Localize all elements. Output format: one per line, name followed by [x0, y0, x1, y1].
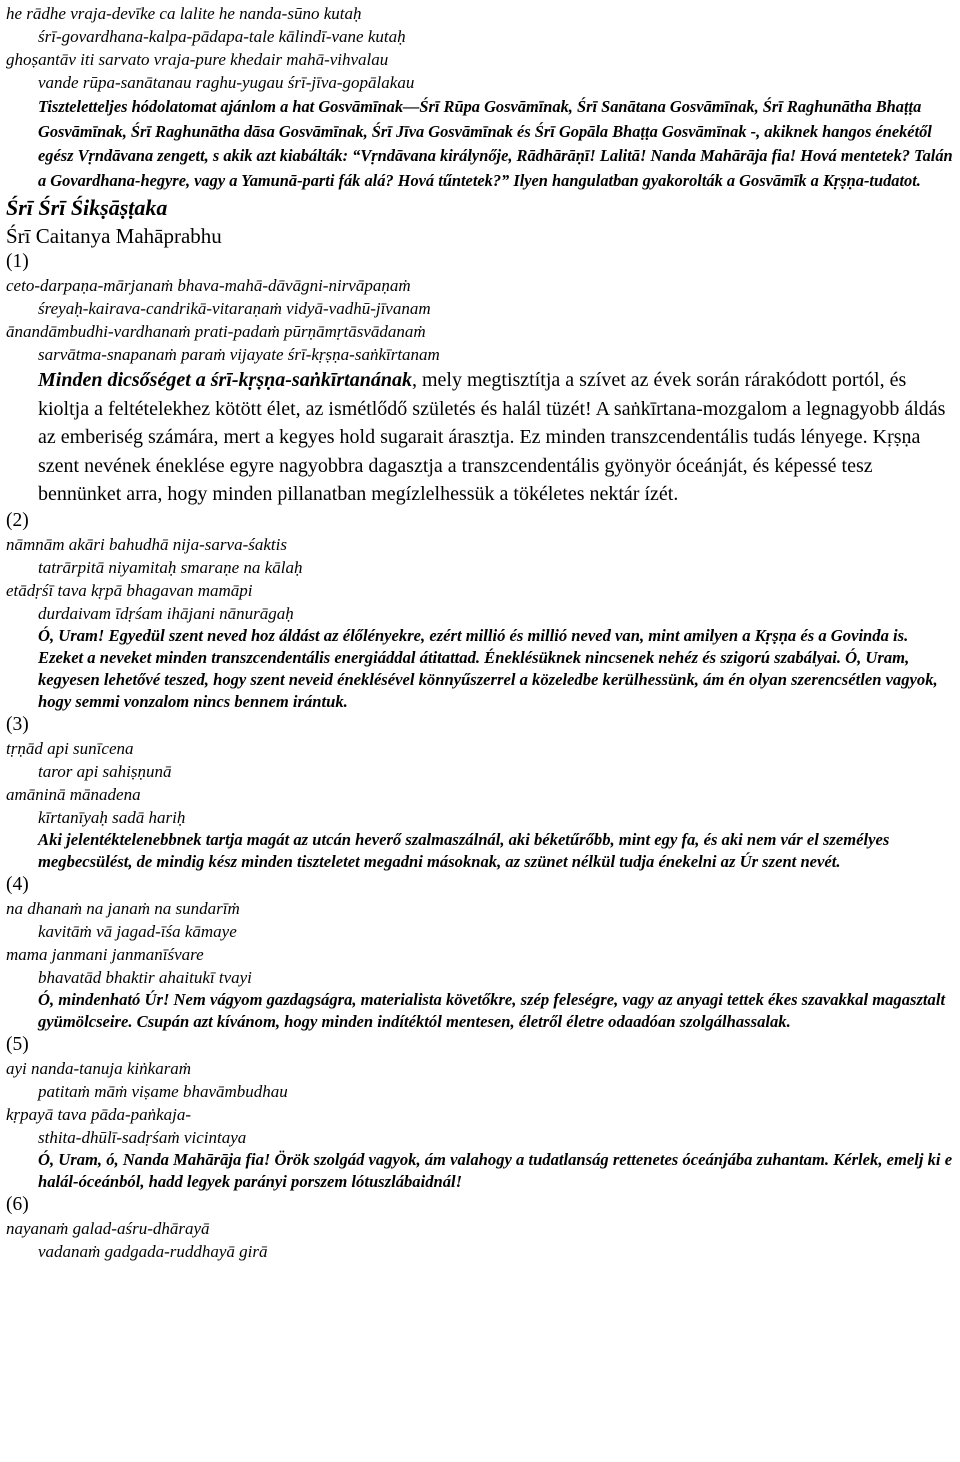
- verse-line: vande rūpa-sanātanau raghu-yugau śrī-jīva-gopālakau: [38, 73, 415, 92]
- section-number: (5): [6, 1033, 29, 1055]
- verse-line: nāmnām akāri bahudhā nija-sarva-śaktis: [6, 534, 287, 554]
- verse-line: sthita-dhūlī-sadṛśaṁ vicintaya: [38, 1127, 247, 1147]
- verse-line: kavitāṁ vā jagad-īśa kāmaye: [38, 921, 237, 941]
- section-6: [6, 1193, 954, 1263]
- translation: [6, 366, 954, 509]
- verse-line: kīrtanīyaḥ sadā hariḥ: [38, 807, 186, 827]
- verse-line: ceto-darpaṇa-mārjanaṁ bhava-mahā-dāvāgni-nirvāpaṇaṁ: [6, 276, 411, 295]
- section-number: (3): [6, 713, 29, 735]
- verse-line: nayanaṁ galad-aśru-dhārayā: [6, 1218, 210, 1238]
- intro-translation: Tiszteletteljes hódolatomat ajánlom a hat Gosvāmīnak—Śrī Rūpa Gosvāmīnak, Śrī Sanātana Gosvāmīnak, Śrī Raghunātha Bhaṭṭa Gosvāmīnak, Śrī Raghunātha dāsa Gosvāmīnak, Śrī Jīva Gosvāmīnak és Śrī Gopāla Bhaṭṭa Gosvāmīnak -, akiknek hangos énekétől egész Vṛndāvana zengett, s akik azt kiabálták: “Vṛndāvana királynője, Rādhārāṇī! Lalitā! Nanda Mahārāja fia! Hová mentetek? Talán a Govardhana-hegyre, vagy a Yamunā-parti fák alá? Hová tűntetek?” Ilyen hangulatban gyakorolták a Gosvāmīk a Kṛṣṇa-tudatot.: [38, 97, 953, 190]
- verse-line: śrī-govardhana-kalpa-pādapa-tale kālindī-vane kutaḥ: [38, 27, 406, 46]
- section-5: [6, 1033, 954, 1193]
- verse-line: patitaṁ māṁ viṣame bhavāmbudhau: [38, 1081, 288, 1101]
- page-title: Śrī Śrī Śikṣāṣṭaka: [6, 195, 168, 220]
- section-2: [6, 509, 954, 713]
- verse-line: kṛpayā tava pāda-paṅkaja-: [6, 1104, 192, 1124]
- verse-line: durdaivam īdṛśam ihājani nānurāgaḥ: [38, 603, 294, 623]
- verse-line: amāninā mānadena: [6, 784, 141, 804]
- section-number: (1): [6, 251, 29, 272]
- section-number: (6): [6, 1193, 29, 1215]
- section-number: (4): [6, 873, 29, 895]
- translation: Ó, Uram! Egyedül szent neved hoz áldást az élőlényekre, ezért millió és millió neved van, mint amilyen a Kṛṣṇa és a Govinda is. Ezeket a neveket minden transzcendentális energiáddal átitattad. Éneklésüknek nincsenek nehéz és szigorú szabályai. Ó, Uram, kegyesen lehetővé teszed, hogy szent neveid éneklésével könnyűszerrel a közeledbe kerülhessünk, ám én olyan szerencsétlen vagyok, hogy semmi vonzalom nincs bennem irántuk.: [38, 625, 938, 711]
- section-4: [6, 873, 954, 1033]
- verse-line: tatrārpitā niyamitaḥ smaraṇe na kālaḥ: [38, 557, 303, 577]
- verse-line: sarvātma-snapanaṁ paraṁ vijayate śrī-kṛṣṇa-saṅkīrtanam: [38, 345, 440, 364]
- section-3: [6, 713, 954, 873]
- verse-line: ānandāmbudhi-vardhanaṁ prati-padaṁ pūrṇāmṛtāsvādanaṁ: [6, 322, 426, 341]
- section-1: [6, 250, 954, 509]
- verse-line: taror api sahiṣṇunā: [38, 761, 172, 781]
- verse-line: he rādhe vraja-devīke ca lalite he nanda-sūno kutaḥ: [6, 4, 362, 23]
- translation: Aki jelentéktelenebbnek tartja magát az utcán heverő szalmaszálnál, aki béketűrőbb, mint egy fa, és aki nem vár el személyes megbecsülést, de mindig kész minden tiszteletet megadni másoknak, az szünet nélkül tudja énekelni az Úr szent nevét.: [38, 829, 890, 871]
- intro-verse: [6, 2, 954, 94]
- translation: Ó, Uram, ó, Nanda Mahārāja fia! Örök szolgád vagyok, ám valahogy a tudatlanság rettenetes óceánjába zuhantam. Kérlek, emelj ki e halál-óceánból, hadd legyek parányi porszem lótuszlábaidnál!: [38, 1149, 953, 1191]
- verse-line: vadanaṁ gadgada-ruddhayā girā: [38, 1241, 268, 1261]
- verse-line: etādṛśī tava kṛpā bhagavan mamāpi: [6, 580, 253, 600]
- translation: Ó, mindenható Úr! Nem vágyom gazdagságra, materialista követőkre, szép feleségre, vagy az anyagi tettek ékes szavakkal magasztalt gyümölcseire. Csupán azt kívánom, hogy minden indítéktól mentesen, életről életre odaadóan szolgálhassalak.: [38, 989, 946, 1031]
- translation-lead: Minden dicsőséget a śrī-kṛṣṇa-saṅkīrtanának: [38, 369, 412, 391]
- verse-line: mama janmani janmanīśvare: [6, 944, 204, 964]
- verse-line: tṛṇād api sunīcena: [6, 738, 134, 758]
- verse-line: bhavatād bhaktir ahaitukī tvayi: [38, 967, 252, 987]
- verse-line: śreyaḥ-kairava-candrikā-vitaraṇaṁ vidyā-vadhū-jīvanam: [38, 299, 431, 318]
- verse-line: ghoṣantāv iti sarvato vraja-pure khedair mahā-vihvalau: [6, 50, 389, 69]
- verse-line: ayi nanda-tanuja kiṅkaraṁ: [6, 1058, 192, 1078]
- translation-rest: , mely megtisztítja a szívet az évek során rárakódott portól, és kioltja a feltételekhez kötött élet, az ismétlődő születés és halál tüzét! A saṅkīrtana-mozgalom a legnagyobb áldás az emberiség számára, mert a kegyes hold sugarait árasztja. Ez minden transzcendentális tudás lényege. Kṛṣṇa szent nevének éneklése egyre nagyobbra dagasztja a transzcendentális gyönyör óceánját, és képessé tesz bennünket arra, hogy minden pillanatban megízlelhessük a tökéletes nektár ízét.: [38, 369, 946, 505]
- author-name: Śrī Caitanya Mahāprabhu: [6, 224, 222, 248]
- section-number: (2): [6, 509, 29, 531]
- verse-line: na dhanaṁ na janaṁ na sundarīṁ: [6, 898, 240, 918]
